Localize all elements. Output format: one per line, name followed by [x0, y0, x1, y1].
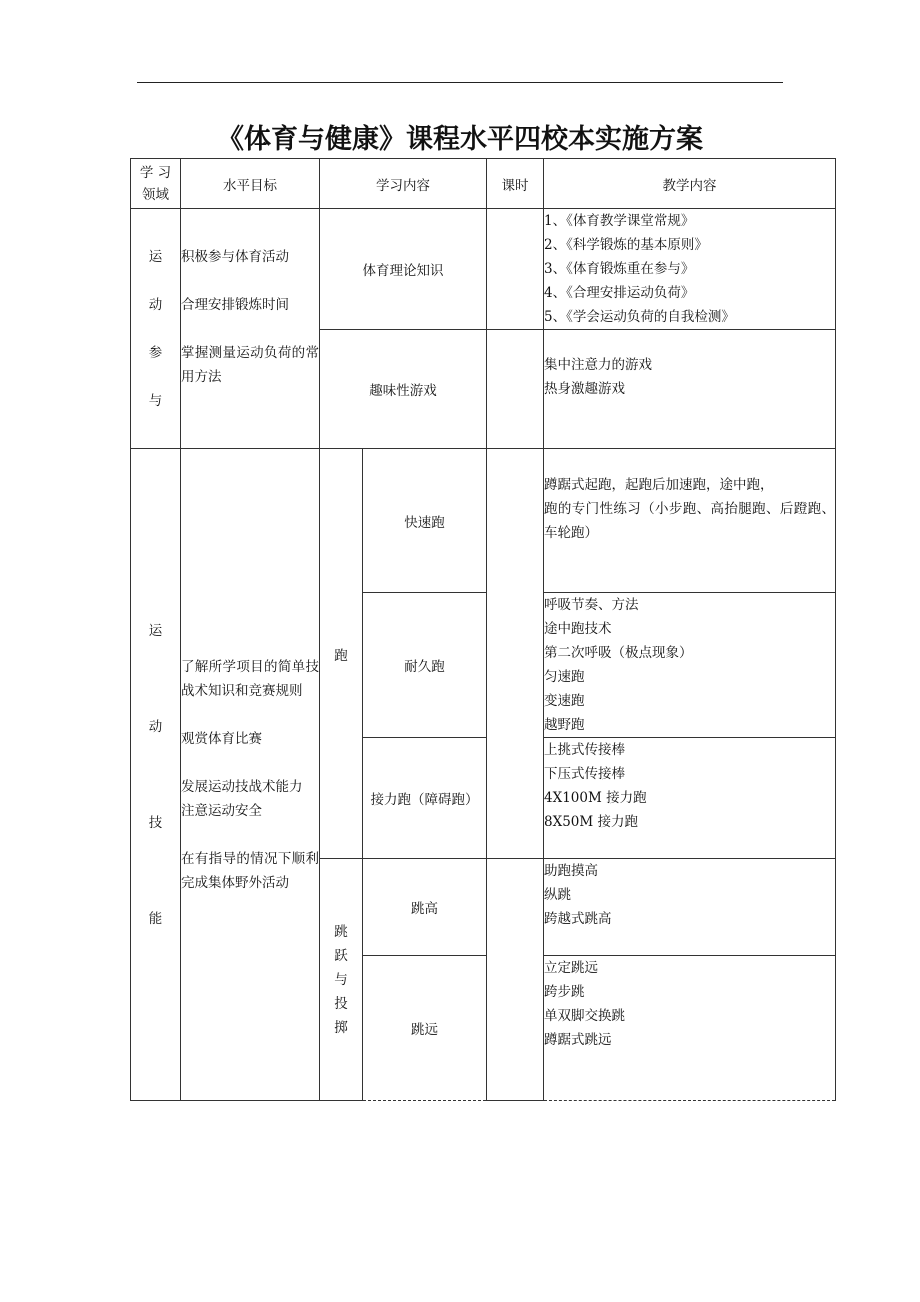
hours-cell	[487, 330, 544, 449]
header-rule	[137, 82, 783, 83]
goal-text: 合理安排锻炼时间	[181, 296, 289, 313]
teaching-item: 2、《科学锻炼的基本原则》	[544, 237, 708, 253]
category-char: 与	[334, 971, 348, 988]
teaching-item: 单双脚交换跳	[544, 1008, 625, 1024]
content-cell: 跳高	[363, 859, 487, 956]
teaching-item: 越野跑	[544, 717, 585, 733]
teaching-item: 4、《合理安排运动负荷》	[544, 285, 695, 301]
goal-text: 在有指导的情况下顺利完成集体野外活动	[181, 850, 319, 891]
goal-text: 掌握测量运动负荷的常用方法	[181, 344, 319, 385]
plan-table	[130, 158, 836, 1101]
teaching-item: 集中注意力的游戏	[544, 357, 652, 373]
category-char: 跳	[334, 923, 348, 940]
teaching-cell	[544, 449, 836, 593]
header-row	[131, 159, 836, 209]
teaching-item: 立定跳远	[544, 960, 598, 976]
domain-char: 与	[148, 392, 163, 409]
teaching-item: 跨步跳	[544, 984, 585, 1000]
category-char: 跃	[334, 947, 348, 964]
teaching-item: 8X50M 接力跑	[544, 814, 638, 830]
domain-cell-skills	[131, 449, 181, 1101]
teaching-item: 蹲踞式跳远	[544, 1032, 612, 1048]
teaching-item: 途中跑技术	[544, 621, 612, 637]
teaching-cell	[544, 330, 836, 449]
teaching-item: 5、《学会运动负荷的自我检测》	[544, 309, 735, 325]
teaching-item: 3、《体育锻炼重在参与》	[544, 261, 695, 277]
header-goals: 水平目标	[181, 159, 320, 209]
table-row	[131, 209, 836, 330]
teaching-item: 第二次呼吸（极点现象）	[544, 645, 693, 661]
category-cell-jump	[320, 859, 363, 1101]
teaching-item: 变速跑	[544, 693, 585, 709]
header-domain-line2: 领域	[142, 186, 169, 203]
teaching-item: 助跑摸高	[544, 863, 598, 879]
teaching-cell	[544, 593, 836, 738]
goals-cell-skills	[181, 449, 320, 1101]
teaching-item: 跑的专门性练习（小步跑、高抬腿跑、后蹬跑、车轮跑）	[544, 500, 835, 541]
domain-cell-participation	[131, 209, 181, 449]
domain-char: 能	[148, 910, 163, 927]
domain-char: 运	[148, 622, 163, 639]
domain-char: 参	[148, 344, 163, 361]
teaching-item: 呼吸节奏、方法	[544, 597, 639, 613]
goal-text: 了解所学项目的简单技战术知识和竞赛规则	[181, 658, 319, 699]
content-cell: 耐久跑	[363, 593, 487, 738]
domain-char: 动	[148, 718, 163, 735]
header-content: 学习内容	[320, 159, 487, 209]
table-row	[131, 449, 836, 593]
teaching-item: 热身激趣游戏	[544, 381, 625, 397]
goal-text: 积极参与体育活动	[181, 248, 289, 265]
content-cell: 接力跑（障碍跑）	[363, 738, 487, 859]
header-domain-line1: 学 习	[139, 164, 172, 181]
content-cell: 跳远	[363, 956, 487, 1101]
header-hours: 课时	[487, 159, 544, 209]
teaching-item: 上挑式传接棒	[544, 742, 625, 758]
teaching-item: 下压式传接棒	[544, 766, 625, 782]
goal-text: 发展运动技战术能力	[181, 778, 303, 795]
teaching-item: 匀速跑	[544, 669, 585, 685]
teaching-cell	[544, 956, 836, 1101]
content-cell: 快速跑	[363, 449, 487, 593]
goal-text: 观赏体育比赛	[181, 730, 262, 747]
teaching-cell	[544, 859, 836, 956]
category-char: 掷	[334, 1019, 348, 1036]
goal-text: 注意运动安全	[181, 802, 262, 819]
category-cell-run: 跑	[320, 449, 363, 859]
teaching-item: 跨越式跳高	[544, 911, 612, 927]
teaching-item: 4X100M 接力跑	[544, 790, 647, 806]
domain-char: 动	[148, 296, 163, 313]
header-domain	[131, 159, 181, 209]
teaching-item: 纵跳	[544, 887, 571, 903]
content-cell: 体育理论知识	[320, 209, 487, 330]
content-cell: 趣味性游戏	[320, 330, 487, 449]
goals-cell-participation	[181, 209, 320, 449]
page-title: 《体育与健康》课程水平四校本实施方案	[217, 124, 703, 155]
domain-char: 运	[148, 248, 163, 265]
domain-char: 技	[148, 814, 163, 831]
category-char: 投	[334, 995, 348, 1012]
teaching-cell	[544, 209, 836, 330]
hours-cell	[487, 859, 544, 1101]
hours-cell	[487, 449, 544, 859]
teaching-item: 蹲踞式起跑，起跑后加速跑，途中跑，	[544, 476, 774, 493]
teaching-cell	[544, 738, 836, 859]
teaching-item: 1、《体育教学课堂常规》	[544, 213, 695, 229]
hours-cell	[487, 209, 544, 330]
header-teaching: 教学内容	[544, 159, 836, 209]
